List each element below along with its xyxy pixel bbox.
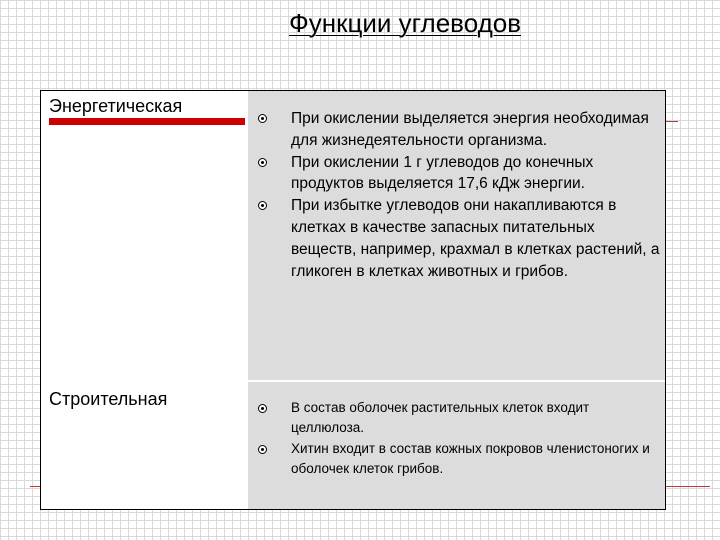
bullet-icon	[258, 404, 267, 413]
energy-label-underline	[49, 118, 245, 125]
list-item	[251, 439, 663, 480]
slide-title: Функции углеводов	[288, 8, 522, 38]
list-item-text: При окислении выделяется энергия необходимая для жизнедеятельности организма.	[291, 110, 649, 149]
structural-bullet-list	[251, 398, 663, 479]
row-label-structural: Строительная	[49, 389, 168, 409]
bullet-icon	[258, 114, 267, 123]
row-label-energy: Энергетическая	[49, 96, 183, 116]
list-item-text: При окислении 1 г углеводов до конечных продуктов выделяется 17,6 кДж энергии.	[291, 153, 594, 193]
bullet-icon	[258, 445, 267, 454]
list-item	[251, 398, 663, 439]
energy-bullet-list	[251, 108, 663, 282]
list-item-text: При избытке углеводов они накапливаются в клетках в качестве запасных питательных веществ, например, крахмал в клетках растений, а гликоген в клетках животных и грибов.	[291, 197, 660, 280]
list-item	[251, 195, 663, 282]
bullet-icon	[258, 201, 267, 210]
accent-line-top	[666, 121, 678, 122]
list-item	[251, 152, 663, 196]
row-divider	[247, 380, 665, 382]
list-item	[251, 108, 663, 152]
bullet-icon	[258, 158, 267, 167]
list-item-text: Хитин входит в состав кожных покровов членистоногих и оболочек клеток грибов.	[291, 440, 650, 476]
functions-table	[40, 90, 666, 510]
list-item-text: В состав оболочек растительных клеток входит целлюлоза.	[291, 400, 590, 436]
column-divider	[246, 91, 248, 509]
